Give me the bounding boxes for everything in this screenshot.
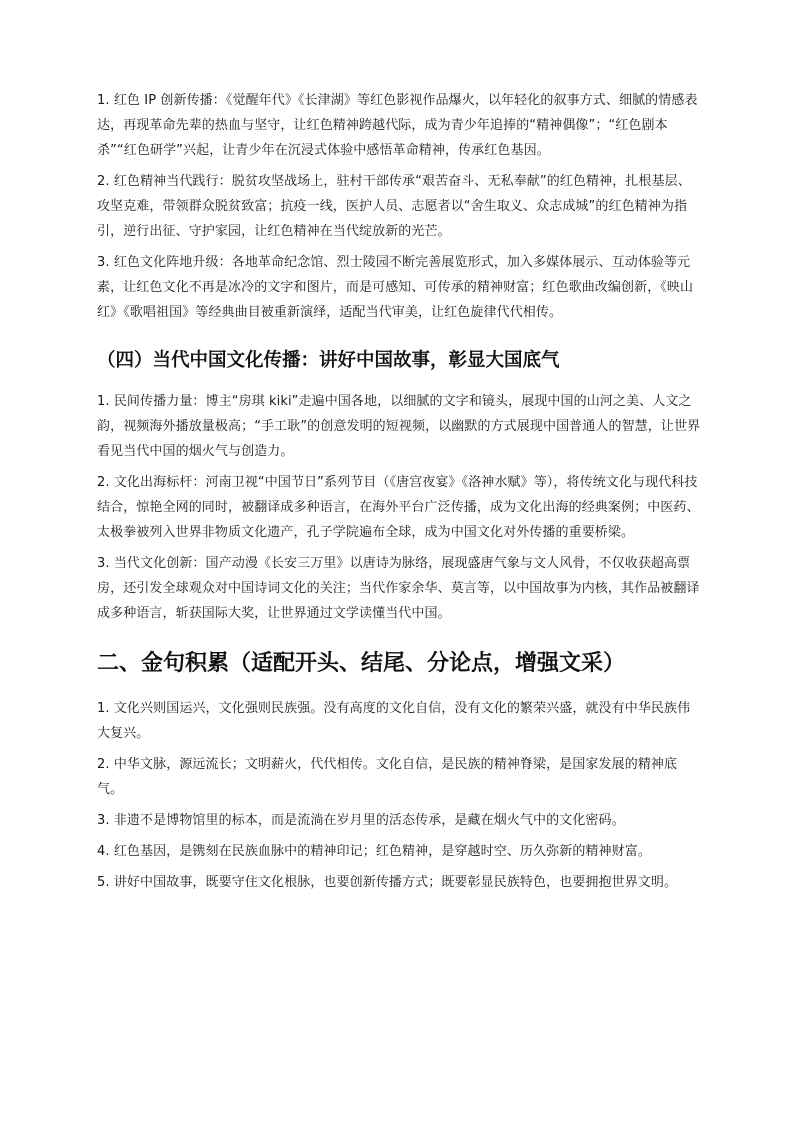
document-page — [97, 88, 703, 901]
quotes-section-heading: 二、金句积累（适配开头、结尾、分论点，增强文采） — [97, 651, 626, 676]
quote-item: 4. 红色基因，是镌刻在民族血脉中的精神印记；红色精神，是穿越时空、历久弥新的精神财富。 — [97, 844, 651, 859]
quote-item: 3. 非遗不是博物馆里的标本，而是流淌在岁月里的活态传承，是藏在烟火气中的文化密码。 — [97, 813, 625, 828]
red-ip-paragraph: 1. 红色 IP 创新传播：《觉醒年代》《长津湖》等红色影视作品爆火，以年轻化的叙事方式、细腻的情感表达，再现革命先辈的热血与坚守，让红色精神跨越代际，成为青少年追捧的“精神偶像”；“红色剧本杀”“红色研学”兴起，让青少年在沉浸式体验中感悟革命精神，传承红色基因。 — [97, 93, 698, 158]
culture-export-paragraph: 2. 文化出海标杆：河南卫视“中国节日”系列节目（《唐宫夜宴》《洛神水赋》等），将传统文化与现代科技结合，惊艳全网的同时，被翻译成多种语言，在海外平台广泛传播，成为文化出海的经典案例；中医药、太极拳被列入世界非物质文化遗产，孔子学院遍布全球，成为中国文化对外传播的重要桥梁。 — [97, 475, 700, 540]
section-four-heading: （四）当代中国文化传播：讲好中国故事，彰显大国底气 — [97, 350, 560, 371]
contemporary-innovation-paragraph: 3. 当代文化创新：国产动漫《长安三万里》以唐诗为脉络，展现盛唐气象与文人风骨，不仅收获超高票房，还引发全球观众对中国诗词文化的关注；当代作家余华、莫言等，以中国故事为内核，其作品被翻译成多种语言，斩获国际大奖，让世界通过文学读懂当代中国。 — [97, 556, 700, 621]
quote-item: 2. 中华文脉，源远流长；文明薪火，代代相传。文化自信，是民族的精神脊梁，是国家发展的精神底气。 — [97, 757, 678, 797]
red-culture-venue-paragraph: 3. 红色文化阵地升级：各地革命纪念馆、烈士陵园不断完善展览形式，加入多媒体展示、互动体验等元素，让红色文化不再是冰冷的文字和图片，而是可感知、可传承的精神财富；红色歌曲改编创新，《映山红》《歌唱祖国》等经典曲目被重新演绎，适配当代审美，让红色旋律代代相传。 — [97, 255, 694, 320]
quote-item: 1. 文化兴则国运兴，文化强则民族强。没有高度的文化自信，没有文化的繁荣兴盛，就没有中华民族伟大复兴。 — [97, 701, 691, 741]
quote-item: 5. 讲好中国故事，既要守住文化根脉，也要创新传播方式；既要彰显民族特色，也要拥抱世界文明。 — [97, 875, 678, 890]
red-spirit-practice-paragraph: 2. 红色精神当代践行：脱贫攻坚战场上，驻村干部传承“艰苦奋斗、无私奉献”的红色精神，扎根基层、攻坚克难，带领群众脱贫致富；抗疫一线，医护人员、志愿者以“舍生取义、众志成城”的红色精神为指引，逆行出征、守护家园，让红色精神在当代绽放新的光芒。 — [97, 174, 691, 239]
folk-communication-paragraph: 1. 民间传播力量：博主“房琪 kiki”走遍中国各地，以细腻的文字和镜头，展现中国的山河之美、人文之韵，视频海外播放量极高；“手工耿”的创意发明的短视频，以幽默的方式展现中国普通人的智慧，让世界看见当代中国的烟火气与创造力。 — [97, 394, 701, 459]
